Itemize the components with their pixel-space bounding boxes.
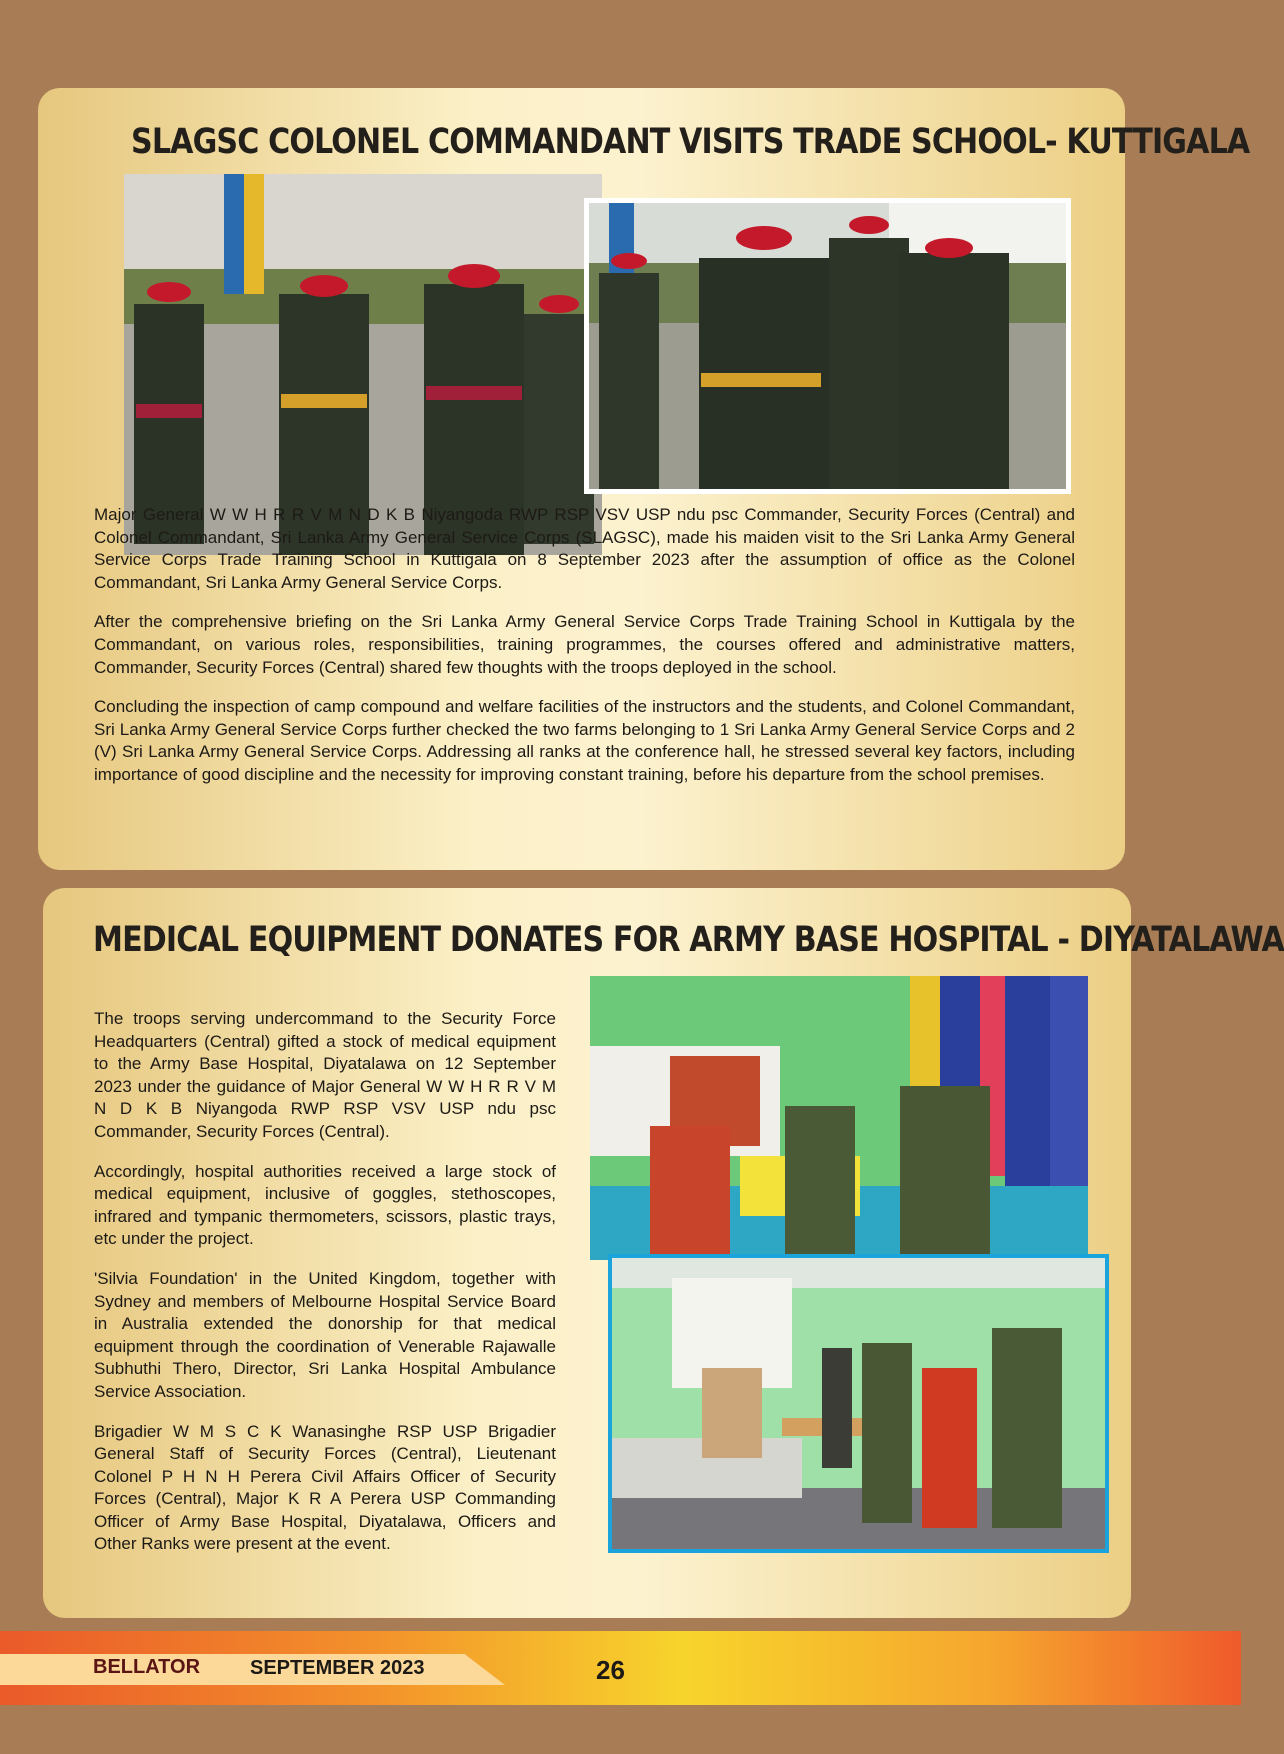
article-paragraph: Accordingly, hospital authorities received a large stock of medical equipment, inclusive of goggles, stethoscopes, infrared and tympanic thermometers, scissors, plastic trays, etc under the project. bbox=[94, 1161, 556, 1249]
article-title: MEDICAL EQUIPMENT DONATES FOR ARMY BASE HOSPITAL - DIYATALAWA bbox=[93, 920, 1284, 960]
article-paragraph: Major General W W H R R V M N D K B Niyangoda RWP RSP VSV USP ndu psc Commander, Security Forces (Central) and Colonel Commandant, Sri Lanka Army General Service Corps (SLAGSC), made his maiden visit to the Sri Lanka Army General Service Corps Trade Training School in Kuttigala on 8 September 2023 after the assumption of office as the Colonel Commandant, Sri Lanka Army General Service Corps. bbox=[94, 505, 1075, 592]
article-body bbox=[94, 504, 1075, 804]
article-paragraph: Brigadier W M S C K Wanasinghe RSP USP Brigadier General Staff of Security Forces (Central), Lieutenant Colonel P H N H Perera Civil Affairs Officer of Security Forces (Central), Major K R A Perera USP Commanding Officer of Army Base Hospital, Diyatalawa, Officers and Other Ranks were present at the event. bbox=[94, 1421, 556, 1554]
article-paragraph: The troops serving undercommand to the Security Force Headquarters (Central) gifted a stock of medical equipment to the Army Base Hospital, Diyatalawa on 12 September 2023 under the guidance of Major General W W H R R V M N D K B Niyangoda RWP RSP VSV USP ndu psc Commander, Security Forces (Central). bbox=[94, 1009, 556, 1141]
page-number: 26 bbox=[596, 1655, 625, 1685]
article-paragraph: Concluding the inspection of camp compound and welfare facilities of the instructors and the students, and Colonel Commandant, Sri Lanka Army General Service Corps further checked the two farms belonging to 1 Sri Lanka Army General Service Corps and 2 (V) Sri Lanka Army General Service Corps. Addressing all ranks at the conference hall, he stressed several key factors, including importance of good discipline and the necessity for improving constant training, before his departure from the school premises. bbox=[94, 697, 1075, 784]
issue-date: SEPTEMBER 2023 bbox=[250, 1657, 425, 1679]
article-card-trade-school bbox=[38, 88, 1250, 870]
article-title: SLAGSC COLONEL COMMANDANT VISITS TRADE SCHOOL- KUTTIGALA bbox=[131, 122, 1250, 162]
donation-handover-photo bbox=[590, 976, 1088, 1260]
article-card-medical-equipment bbox=[43, 888, 1284, 1618]
article-paragraph: After the comprehensive briefing on the Sri Lanka Army General Service Corps Trade Training School in Kuttigala by the Commandant, on various roles, responsibilities, training programmes, the courses offered and administrative matters, Commander, Security Forces (Central) shared few thoughts with the troops deployed in the school. bbox=[94, 612, 1075, 677]
article-body bbox=[94, 1008, 556, 1573]
officers-walking-photo bbox=[124, 174, 602, 555]
officers-handshake-photo bbox=[584, 198, 1071, 494]
magazine-name: BELLATOR bbox=[93, 1656, 201, 1678]
page-footer bbox=[0, 1631, 1241, 1705]
hospital-ward-photo bbox=[608, 1254, 1109, 1553]
article-paragraph: 'Silvia Foundation' in the United Kingdom, together with Sydney and members of Melbourne Hospital Service Board in Australia extended the donorship for that medical equipment through the coordination of Venerable Rajawalle Subhuthi Thero, Director, Sri Lanka Hospital Ambulance Service Association. bbox=[94, 1268, 556, 1401]
